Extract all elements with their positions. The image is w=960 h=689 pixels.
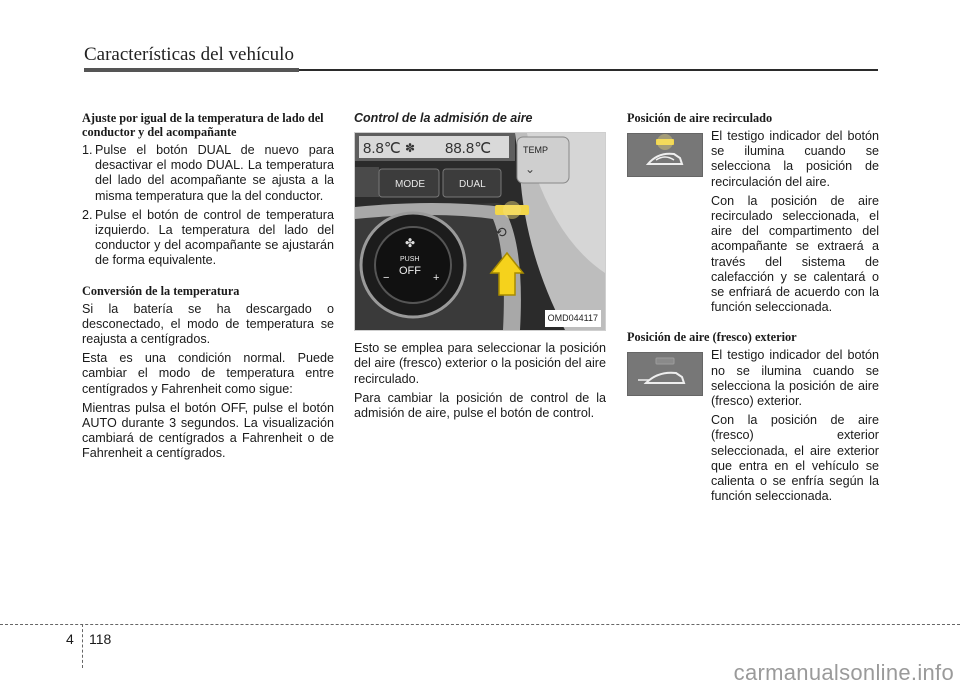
section-title-air-intake: Control de la admisión de aire — [354, 111, 533, 125]
paragraph: Si la batería se ha descargado o desconectado, el modo de temperatura se reajusta a centígrados. — [82, 301, 334, 347]
knob-minus-label: − — [383, 272, 390, 285]
watermark: carmanualsonline.info — [733, 660, 954, 685]
list-item-number: 2. — [82, 207, 93, 222]
paragraph: Con la posición de aire recirculado seleccionada, el aire del compartimento del acompañante se extraerá a través del sistema de calefacción y se calentará o se enfriará de acuerdo con la función seleccionada. — [711, 193, 879, 315]
list-item — [82, 143, 334, 204]
knob-off-label: OFF — [399, 265, 421, 278]
section-title-recirculated-air: Posición de aire recirculado — [627, 111, 773, 125]
section-title-equal-temp: Ajuste por igual de la temperatura de lado del conductor y del acompañante — [82, 111, 324, 139]
climate-control-photo — [354, 132, 606, 331]
footer-rule — [0, 624, 960, 625]
footer-separator — [82, 624, 83, 668]
paragraph: El testigo indicador del botón no se ilumina cuando se selecciona la posición de aire (fresco) exterior. — [711, 348, 879, 409]
chevron-down-icon: ⌄ — [525, 162, 536, 177]
fan-icon: ✽ — [405, 141, 416, 156]
column-1 — [82, 111, 334, 466]
mode-button-label: MODE — [395, 179, 425, 191]
list-item-text: Pulse el botón de control de temperatura izquierdo. La temperatura del lado del conductor y del acompañante se ajustarán de forma equivalente. — [95, 207, 334, 268]
paragraph: Mientras pulsa el botón OFF, pulse el botón AUTO durante 3 segundos. La visualización cambiará de centígrados a Fahrenheit o de Fahrenheit a centígrados. — [82, 400, 334, 461]
header-bar — [84, 68, 299, 72]
figure-caption: OMD044117 — [545, 310, 601, 327]
page-header-title: Características del vehículo — [84, 44, 294, 65]
fresh-air-block — [627, 348, 879, 504]
section-title-temp-conversion: Conversión de la temperatura — [82, 283, 240, 298]
paragraph: Para cambiar la posición de control de la admisión de aire, pulse el botón de control. — [354, 390, 606, 421]
paragraph: Esto se emplea para seleccionar la posición del aire (fresco) exterior o la posición del aire recirculado. — [354, 341, 606, 386]
column-3 — [627, 111, 879, 508]
section-title-fresh-air: Posición de aire (fresco) exterior — [627, 330, 797, 345]
climate-panel-illustration — [355, 133, 605, 330]
display-left-temp: 8.8℃ — [363, 140, 401, 158]
temp-button-label: TEMP — [523, 145, 549, 156]
paragraph: Con la posición de aire (fresco) exterior seleccionada, el aire exterior que entra en el vehículo se calienta o se enfría según la función seleccionada. — [711, 413, 879, 504]
knob-push-label: PUSH — [400, 256, 420, 264]
fresh-air-button-image — [627, 352, 703, 396]
column-2 — [354, 111, 606, 425]
list-item — [82, 208, 334, 269]
paragraph: Esta es una condición normal. Puede cambiar el modo de temperatura entre centígrados y Fahrenheit como sigue: — [82, 351, 334, 396]
chapter-number: 4 — [66, 631, 74, 647]
list-item-number: 1. — [82, 143, 93, 157]
fan-knob-icon: ✤ — [405, 236, 416, 251]
dual-button-label: DUAL — [459, 179, 486, 191]
recirculated-button-image — [627, 133, 703, 177]
page-number: 118 — [89, 631, 112, 647]
knob-plus-label: + — [433, 272, 440, 285]
recirculated-block — [627, 129, 879, 315]
recirculation-icon: ⟲ — [495, 225, 507, 242]
list-item-text: Pulse el botón DUAL de nuevo para desactivar el modo DUAL. La temperatura del lado del acompañante se ajusta a la misma temperatura que la del conductor. — [95, 143, 334, 203]
paragraph: El testigo indicador del botón se ilumina cuando se selecciona la posición de recirculación del aire. — [711, 129, 879, 189]
display-right-temp: 88.8℃ — [445, 140, 492, 158]
